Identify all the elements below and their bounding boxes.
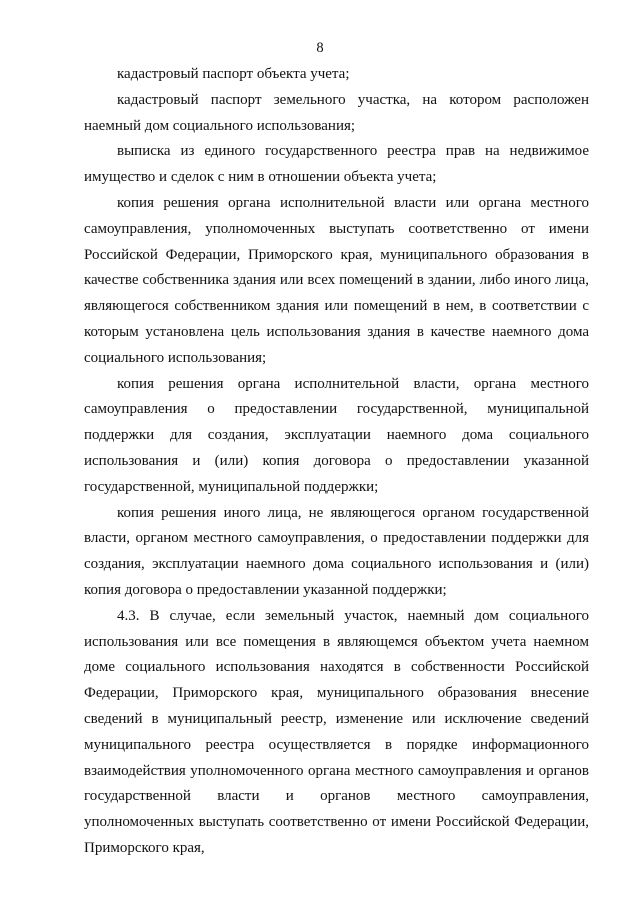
- paragraph-cadastral-passport-land: кадастровый паспорт земельного участка, на котором расположен наемный дом социального использования;: [84, 91, 589, 134]
- paragraph-state-support-decision-copy: копия решения органа исполнительной власти, органа местного самоуправления о предоставлении государственной, муниципальной поддержки для создания, эксплуатации наемного дома социального использования и (или) копия договора о предоставлении указанной государственной, муниципальной поддержки;: [84, 375, 589, 495]
- page-number: 8: [316, 40, 324, 56]
- paragraph-cadastral-passport-object: кадастровый паспорт объекта учета;: [117, 66, 350, 82]
- document-body: [84, 62, 589, 862]
- paragraph-executive-decision-copy: копия решения органа исполнительной власти или органа местного самоуправления, уполномоченных выступать соответственно от имени Российской Федерации, Приморского края, муниципального образования в качестве собственника здания или всех помещений в здании, либо иного лица, являющегося собственником здания или помещений в нем, в соответствии с которым установлена цель использования здания в качестве наемного дома социального использования;: [84, 194, 589, 366]
- paragraph-section-4-3: 4.3. В случае, если земельный участок, наемный дом социального использования или все помещения в являющемся объектом учета наемном доме социального использования находятся в собственности Российской Федерации, Приморского края, муниципального образования внесение сведений в муниципальный реестр, изменение или исключение сведений муниципального реестра осуществляется в порядке информационного взаимодействия уполномоченного органа местного самоуправления и органов государственной власти и органов местного самоуправления, уполномоченных выступать соответственно от имени Российской Федерации, Приморского края,: [84, 607, 589, 856]
- paragraph-registry-extract: выписка из единого государственного реестра прав на недвижимое имущество и сделок с ним в отношении объекта учета;: [84, 143, 589, 186]
- paragraph-other-entity-decision-copy: копия решения иного лица, не являющегося органом государственной власти, органом местного самоуправления, о предоставлении поддержки для создания, эксплуатации наемного дома социального использования и (или) копия договора о предоставлении указанной поддержки;: [84, 504, 589, 598]
